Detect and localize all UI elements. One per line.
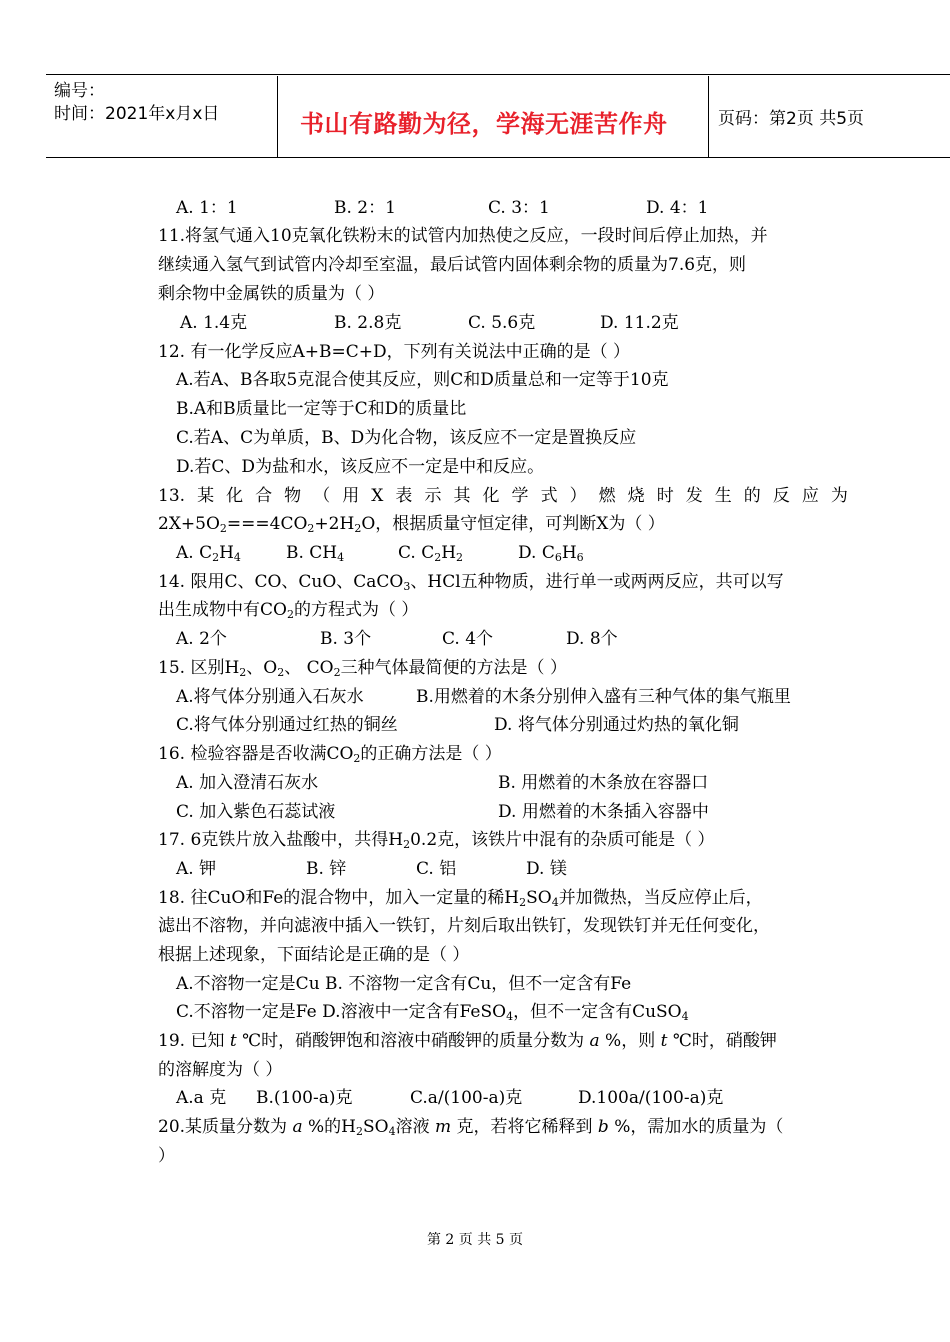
option: A. $C_2H_4$ — [176, 543, 241, 564]
q16-option-c: C. 加入紫色石蕊试液 — [176, 802, 336, 822]
time-label: 时间：2021年x月x日 — [54, 104, 220, 124]
q16-option-b: B. 用燃着的木条放在容器口 — [498, 773, 709, 793]
text: ===4CO — [226, 514, 308, 534]
option: A. 钾 — [176, 859, 217, 879]
q12-option-a: A.若A、B各取5克混合使其反应，则C和D质量总和一定等于10克 — [176, 370, 669, 390]
option: D.100a/(100-a)克 — [578, 1088, 724, 1108]
option: C. 铝 — [416, 859, 457, 879]
word: 合 — [255, 486, 273, 506]
text: 20.某质量分数为 — [158, 1117, 293, 1137]
word: 式 — [540, 486, 558, 506]
q12-stem: 12. 有一化学反应A+B=C+D，下列有关说法中正确的是（ ） — [158, 342, 630, 362]
q15-stem: 15. 区别$H_2$、$O_2$、 $CO_2$三种气体最简便的方法是（ ） — [158, 658, 567, 679]
q18-line3: 根据上述现象，下面结论是正确的是（ ） — [158, 945, 470, 965]
text: ℃时，硝酸钾饱和溶液中硝酸钾的质量分数为 — [236, 1031, 590, 1051]
word: （ — [313, 486, 331, 506]
option: D. $C_6H_6$ — [518, 543, 584, 564]
q19-line2: 的溶解度为（ ） — [158, 1060, 283, 1080]
q18-line1: 18. 往CuO和Fe的混合物中，加入一定量的稀$H_2SO_4$并加微热，当反应停止后， — [158, 888, 763, 909]
text: ，但不一定含有CuSO — [513, 1002, 682, 1022]
word: 表 — [395, 486, 413, 506]
q19-line1 — [158, 1029, 777, 1053]
q17-stem: 17. 6克铁片放入盐酸中，共得$H_20.2$克，该铁片中混有的杂质可能是（ ） — [158, 830, 715, 851]
variable: t — [660, 1031, 668, 1051]
q15-option-b: B.用燃着的木条分别伸入盛有三种气体的集气瓶里 — [416, 687, 791, 707]
header-top-rule — [46, 74, 950, 75]
q15-option-c: C.将气体分别通过红热的铜丝 — [176, 715, 398, 735]
text: 出生成物中有CO — [158, 600, 287, 620]
text: %，则 — [599, 1031, 661, 1051]
text: %，需加水的质量为（ — [608, 1117, 784, 1137]
text: 并加微热，当反应停止后， — [558, 888, 763, 908]
option: B. 2：1 — [334, 198, 396, 218]
option: B.(100-a)克 — [256, 1088, 353, 1108]
text: +2H — [314, 514, 355, 534]
header-divider — [708, 76, 709, 158]
q13-line2: $2X+5O_2===4CO_2+2H_2O$，根据质量守恒定律，可判断X为（ ） — [158, 514, 665, 535]
word: 化 — [482, 486, 500, 506]
number-label: 编号： — [54, 81, 105, 101]
text: 溶液 — [395, 1117, 435, 1137]
text: 15. 区别H — [158, 658, 240, 678]
q12-option-b: B.A和B质量比一定等于C和D的质量比 — [176, 399, 467, 419]
text: 14. 限用C、CO、CuO、CaCO — [158, 572, 404, 592]
text: B. CH — [286, 543, 338, 563]
word: 13. — [158, 486, 186, 506]
word: 烧 — [627, 486, 645, 506]
q16-stem: 16. 检验容器是否收满$CO_2$的正确方法是（ ） — [158, 744, 502, 765]
word: 其 — [453, 486, 471, 506]
word: 应 — [801, 486, 819, 506]
word: 生 — [714, 486, 732, 506]
q20-line2: ） — [158, 1146, 175, 1166]
text: 0.2克，该铁片中混有的杂质可能是（ ） — [410, 830, 715, 850]
text: O，根据质量守恒定律，可判断X为（ ） — [361, 514, 665, 534]
option: B. $CH_4$ — [286, 543, 345, 564]
q11-line: 继续通入氢气到试管内冷却至室温，最后试管内固体剩余物的质量为7.6克，则 — [158, 255, 747, 275]
option: C. 5.6克 — [468, 313, 536, 333]
option: B. 2.8克 — [334, 313, 402, 333]
word: 为 — [830, 486, 848, 506]
option: A.a 克 — [176, 1088, 227, 1108]
variable: b — [597, 1117, 609, 1137]
word: 物 — [284, 486, 302, 506]
text: 克，若将它稀释到 — [451, 1117, 598, 1137]
q18-options-cd: C.不溶物一定是Fe D.溶液中一定含有FeSO$_4$，但不一定含有CuSO$_4$ — [176, 1002, 689, 1023]
option: C. $C_2H_2$ — [398, 543, 464, 564]
text: SO — [526, 888, 552, 908]
text: C.不溶物一定是Fe D.溶液中一定含有FeSO — [176, 1002, 507, 1022]
word: ） — [569, 486, 587, 506]
text: 、 CO — [284, 658, 334, 678]
text: 的正确方法是（ ） — [360, 744, 502, 764]
text: 、O — [246, 658, 278, 678]
text: ℃时，硝酸钾 — [667, 1031, 777, 1051]
text: %的H — [302, 1117, 356, 1137]
text: 18. 往CuO和Fe的混合物中，加入一定量的稀H — [158, 888, 520, 908]
word: 时 — [656, 486, 674, 506]
q12-option-c: C.若A、C为单质，B、D为化合物，该反应不一定是置换反应 — [176, 428, 637, 448]
text: 、HCl五种物质，进行单一或两两反应，共可以写 — [410, 572, 784, 592]
option: D. 8个 — [566, 629, 618, 649]
variable: m — [434, 1117, 452, 1137]
q16-option-d: D. 用燃着的木条插入容器中 — [498, 802, 709, 822]
word: 某 — [197, 486, 215, 506]
q15-option-d: D. 将气体分别通过灼热的氧化铜 — [494, 715, 739, 735]
header-bottom-rule — [46, 157, 950, 158]
option: D. 11.2克 — [600, 313, 679, 333]
q16-option-a: A. 加入澄清石灰水 — [176, 773, 319, 793]
option: D. 4：1 — [646, 198, 709, 218]
text: 19. 已知 — [158, 1031, 230, 1051]
option: C. 3：1 — [488, 198, 550, 218]
option: C. 4个 — [442, 629, 494, 649]
word: 的 — [743, 486, 761, 506]
q15-option-a: A.将气体分别通入石灰水 — [176, 687, 364, 707]
word: 示 — [424, 486, 442, 506]
word: 用 — [342, 486, 360, 506]
option: A. 2个 — [176, 629, 227, 649]
word: 燃 — [598, 486, 616, 506]
q11-line: 剩余物中金属铁的质量为（ ） — [158, 284, 385, 304]
option: C.a/(100-a)克 — [410, 1088, 523, 1108]
option: A. 1：1 — [176, 198, 238, 218]
option: D. 镁 — [526, 859, 567, 879]
word: 发 — [685, 486, 703, 506]
q11-line: 11.将氢气通入10克氧化铁粉末的试管内加热使之反应，一段时间后停止加热，并 — [158, 226, 768, 246]
q14-line1: 14. 限用C、CO、CuO、CaCO$_3$、HCl五种物质，进行单一或两两反应，共可以写 — [158, 572, 784, 593]
text: A. C — [176, 543, 213, 563]
text: D. C — [518, 543, 555, 563]
q18-options-ab: A.不溶物一定是Cu B. 不溶物一定含有Cu，但不一定含有Fe — [176, 974, 632, 994]
variable: a — [292, 1117, 303, 1137]
text: 的方程式为（ ） — [293, 600, 419, 620]
q18-line2: 滤出不溶物，并向滤液中插入一铁钉，片刻后取出铁钉，发现铁钉并无任何变化， — [158, 916, 770, 936]
text: 三种气体最简便的方法是（ ） — [340, 658, 567, 678]
option: B. 3个 — [320, 629, 372, 649]
motto: 书山有路勤为径，学海无涯苦作舟 — [300, 110, 668, 138]
q12-option-d: D.若C、D为盐和水，该反应不一定是中和反应。 — [176, 457, 545, 477]
word: 学 — [511, 486, 529, 506]
text: 2X+5O — [158, 514, 220, 534]
word: 反 — [772, 486, 790, 506]
variable: t — [229, 1031, 237, 1051]
text: C. C — [398, 543, 435, 563]
q20-line1: 20.某质量分数为 a %的$H_2SO_4$溶液 m 克，若将它稀释到 b %，需加水的质量为（ — [158, 1117, 784, 1138]
page-footer: 第 2 页 共 5 页 — [426, 1232, 524, 1248]
word: X — [371, 486, 384, 506]
text: 16. 检验容器是否收满CO — [158, 744, 354, 764]
option: B. 锌 — [306, 859, 347, 879]
text: SO — [362, 1117, 389, 1137]
text: 17. 6克铁片放入盐酸中，共得H — [158, 830, 404, 850]
header-divider — [277, 76, 278, 158]
variable: a — [589, 1031, 600, 1051]
q13-line1 — [158, 484, 848, 508]
page-code: 页码：第2页 共5页 — [718, 109, 865, 129]
option: A. 1.4克 — [180, 313, 248, 333]
q14-line2: 出生成物中有$CO_2$的方程式为（ ） — [158, 600, 419, 621]
word: 化 — [226, 486, 244, 506]
